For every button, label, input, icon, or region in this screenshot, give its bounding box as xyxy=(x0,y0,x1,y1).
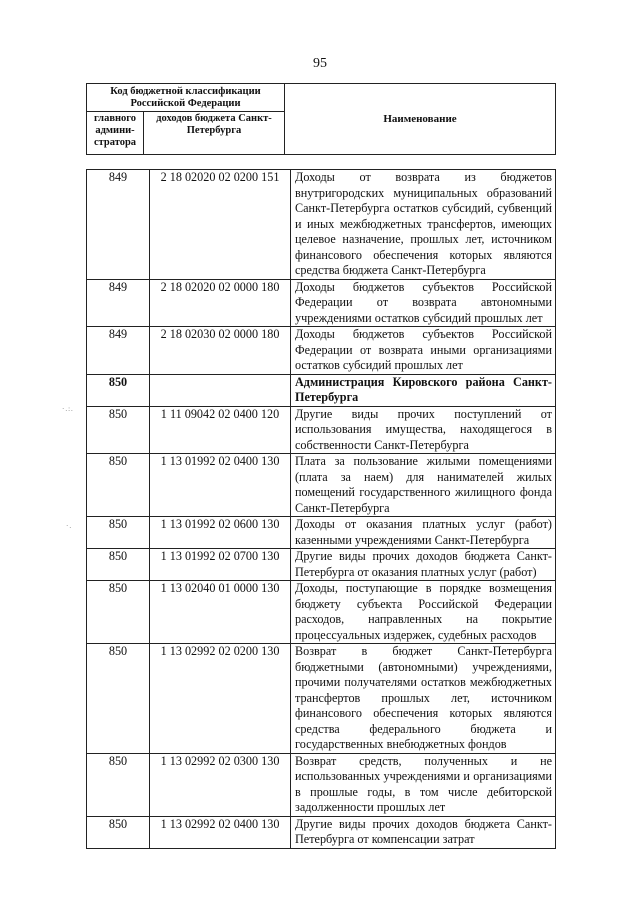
table-row xyxy=(87,327,556,375)
revenue-code-cell: 1 13 02992 02 0200 130 xyxy=(150,644,291,754)
name-cell: Доходы от возврата из бюджетов внутригородских муниципальных образований Санкт-Петербурга остатков субсидий, субвенций и иных межбюджетных трансфертов, имеющих целевое назначение, прошлых лет, источником финансового обеспечения которых являются средства бюджета Санкт-Петербурга xyxy=(291,170,556,280)
name-cell: Другие виды прочих доходов бюджета Санкт-Петербурга от компенсации затрат xyxy=(291,816,556,848)
table-row xyxy=(87,374,556,406)
revenue-codes-table xyxy=(86,169,556,849)
code-group-header: Код бюджетной классификации Российской Федерации xyxy=(87,84,285,112)
table-row xyxy=(87,581,556,644)
margin-mark: ·. xyxy=(66,522,73,530)
table-body xyxy=(87,170,556,849)
name-cell: Доходы бюджетов субъектов Российской Федерации от возврата иными организациями остатков субсидий прошлых лет xyxy=(291,327,556,375)
table-row xyxy=(87,816,556,848)
header-table xyxy=(86,83,556,155)
admin-code-cell: 850 xyxy=(87,517,150,549)
margin-mark: ·.:. xyxy=(62,405,74,413)
name-cell: Возврат средств, полученных и не использованных учреждениями и организациями в прошлые годы, в том числе дебиторской задолженности прошлых лет xyxy=(291,753,556,816)
revenue-code-cell: 2 18 02020 02 0200 151 xyxy=(150,170,291,280)
admin-code-cell: 850 xyxy=(87,374,150,406)
admin-code-cell: 850 xyxy=(87,644,150,754)
table-row xyxy=(87,170,556,280)
admin-code-cell: 850 xyxy=(87,454,150,517)
admin-code-cell: 849 xyxy=(87,327,150,375)
revenue-code-cell: 1 13 02992 02 0300 130 xyxy=(150,753,291,816)
revenue-code-cell: 1 13 02992 02 0400 130 xyxy=(150,816,291,848)
name-cell: Администрация Кировского района Санкт-Петербурга xyxy=(291,374,556,406)
table-row xyxy=(87,644,556,754)
admin-code-cell: 849 xyxy=(87,279,150,327)
admin-column-header: главного админи-стратора xyxy=(87,112,144,155)
revenue-code-cell: 1 13 01992 02 0700 130 xyxy=(150,549,291,581)
name-cell: Доходы от оказания платных услуг (работ) казенными учреждениями Санкт-Петербурга xyxy=(291,517,556,549)
revenue-code-cell: 2 18 02020 02 0000 180 xyxy=(150,279,291,327)
admin-code-cell: 850 xyxy=(87,816,150,848)
admin-code-cell: 850 xyxy=(87,753,150,816)
name-cell: Доходы бюджетов субъектов Российской Федерации от возврата автономными учреждениями остатков субсидий прошлых лет xyxy=(291,279,556,327)
name-column-header: Наименование xyxy=(285,84,556,155)
admin-code-cell: 850 xyxy=(87,549,150,581)
name-cell: Другие виды прочих доходов бюджета Санкт-Петербурга от оказания платных услуг (работ) xyxy=(291,549,556,581)
table-row xyxy=(87,549,556,581)
revenue-code-cell: 1 13 01992 02 0400 130 xyxy=(150,454,291,517)
name-cell: Возврат в бюджет Санкт-Петербурга бюджетными (автономными) учреждениями, прочими получателями остатков межбюджетных трансфертов прошлых лет, источником финансового обеспечения которых являются средства федерального бюджета и государственных внебюджетных фондов xyxy=(291,644,556,754)
revenue-column-header: доходов бюджета Санкт-Петербурга xyxy=(144,112,285,155)
header-row-top xyxy=(87,84,556,112)
revenue-code-cell xyxy=(150,374,291,406)
table-row xyxy=(87,454,556,517)
admin-code-cell: 850 xyxy=(87,406,150,454)
name-cell: Доходы, поступающие в порядке возмещения бюджету субъекта Российской Федерации расходов, направленных на покрытие процессуальных издержек, судебных расходов xyxy=(291,581,556,644)
table-row xyxy=(87,517,556,549)
table-row xyxy=(87,406,556,454)
revenue-code-cell: 1 13 01992 02 0600 130 xyxy=(150,517,291,549)
admin-code-cell: 850 xyxy=(87,581,150,644)
revenue-code-cell: 1 11 09042 02 0400 120 xyxy=(150,406,291,454)
table-row xyxy=(87,279,556,327)
revenue-code-cell: 1 13 02040 01 0000 130 xyxy=(150,581,291,644)
table-row xyxy=(87,753,556,816)
revenue-code-cell: 2 18 02030 02 0000 180 xyxy=(150,327,291,375)
admin-code-cell: 849 xyxy=(87,170,150,280)
name-cell: Другие виды прочих поступлений от использования имущества, находящегося в собственности Санкт-Петербурга xyxy=(291,406,556,454)
page-number: 95 xyxy=(313,56,327,71)
name-cell: Плата за пользование жилыми помещениями (плата за наем) для нанимателей жилых помещений государственного жилищного фонда Санкт-Петербурга xyxy=(291,454,556,517)
